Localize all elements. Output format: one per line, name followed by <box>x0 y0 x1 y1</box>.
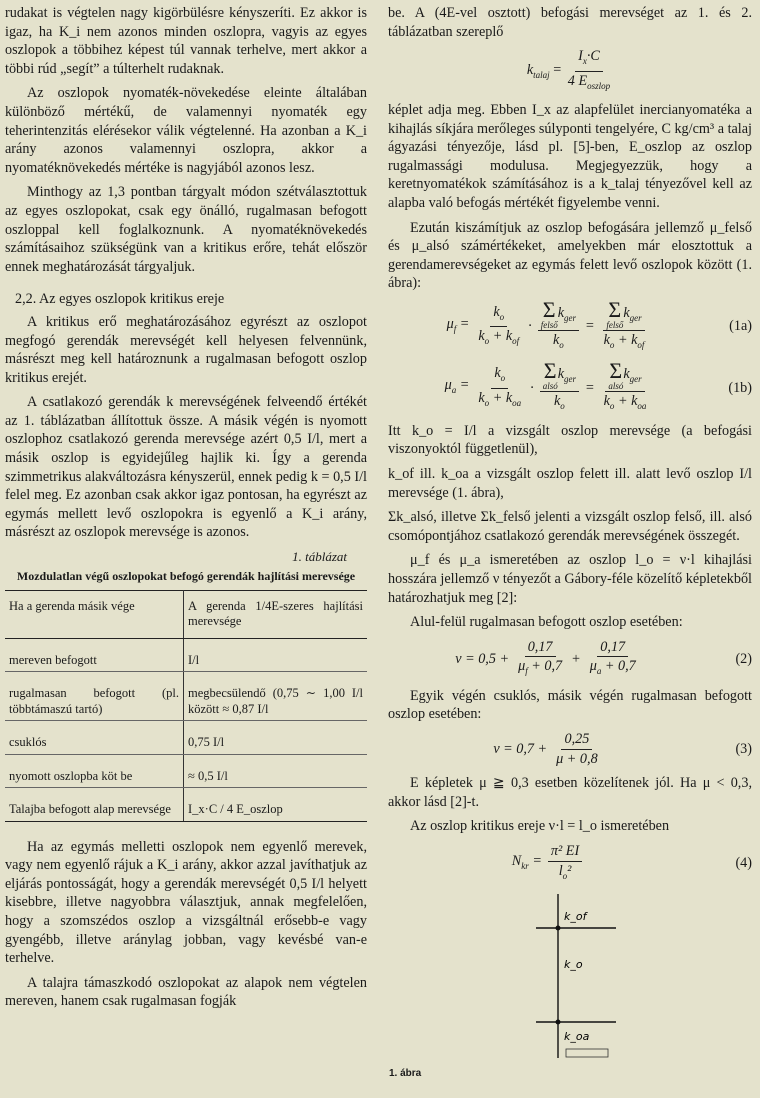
left-column <box>5 4 367 1017</box>
paragraph: Az oszlop kritikus ereje ν·l = l_o ismeretében <box>410 818 670 835</box>
paragraph: Ezután kiszámítjuk az oszlop befogására jellemző μ_felső és μ_alsó számértékeket, amelyekben már elosztottuk a gerendamerevségeket az egymás felett levő oszlopok között (1. ábra): <box>388 219 752 292</box>
table-cell: mereven befogott <box>5 638 184 672</box>
equation-4: $N_{kr}$ = $\frac{\text{π² EI}}{l_o^2}$ (4) <box>511 842 752 881</box>
label-k-o: k_o <box>564 958 583 971</box>
label-k-of: k_of <box>564 910 587 923</box>
equation-2: ν = 0,5 + $\frac{0,17}{\mu_f + 0,7}$ + $\frac{0,17}{\mu_a + 0,7}$ (2) <box>455 638 752 677</box>
formula-k-talaj: $k_{talaj}$ = $\frac{I_x\cdot C}{4 E_{oszlop}}$ <box>526 48 611 91</box>
paragraph: Alul-felül rugalmasan befogott oszlop esetében: <box>410 614 683 631</box>
table-cell: Talajba befogott alap merevsége <box>5 788 184 822</box>
equation-number: (3) <box>735 740 752 757</box>
equation-3: ν = 0,7 + $\frac{0,25}{\mu + 0,8}$ (3) <box>493 730 752 767</box>
paragraph: Egyik végén csuklós, másik végén rugalmasan befogott oszlop esetében: <box>388 687 752 723</box>
paragraph: be. A (4E-vel osztott) befogási merevséget az 1. és 2. táblázatban szereplő <box>388 5 752 40</box>
equation-1b: $\mu_a$ = $\frac{k_o}{k_o + k_{oa}}$ · Σ alsó $k_{ger}$ $k_o$ = Σ alsó $k_{ger}$ $k_o + k_{oa}$ (1b) <box>444 358 752 412</box>
stamp-mark <box>566 1049 608 1057</box>
paragraph: k_of ill. k_oa a vizsgált oszlop felett ill. alatt levő oszlop I/l merevsége (1. ábra), <box>388 466 752 501</box>
paragraph: A csatlakozó gerendák k merevségének felveendő értékét az 1. táblázatban állítottuk össze. A másik végén is nyomott oszlophoz csatlakozó gerenda merevsége azért 0,5 I/l, mert a másik oszlop is egyidejűleg hajlik ki. Így a gerenda szimmetrikus alakváltozásra kényszerül, ennek pedig k = 0,5 I/l felel meg. Ez azonban csak akkor igaz pontosan, ha egyrészt az egymás mellett levő oszlopokra is egyenlő a K_i arány, másrészt az oszlopok merevsége is azonos. <box>5 394 367 541</box>
table-header-cell: Ha a gerenda másik vége <box>5 590 184 638</box>
section-heading: 2,2. Az egyes oszlopok kritikus ereje <box>15 291 225 308</box>
table-cell: I/l <box>184 638 368 672</box>
paragraph: Az oszlopok nyomaték-növekedése eleinte általában különböző mértékű, de valamennyi nyomaték egy teherintenzitás elérésekor válik végtelenné. Ha azonban a K_i arány azonos valamennyi oszlopra, akkor a nyomatéknövekedés mértéke is nagyjából azonos lesz. <box>5 85 367 176</box>
table-cell: megbecsülendő (0,75 ∼ 1,00 I/l között ≈ 0,87 I/l <box>184 672 368 721</box>
equation-number: (2) <box>735 650 752 667</box>
stiffness-table <box>5 590 367 822</box>
paragraph: μ_f és μ_a ismeretében az oszlop l_o = ν·l kihajlási hosszára jellemző ν tényezőt a Gábory-féle közelítő képletekből határozhatjuk meg [2]: <box>388 552 752 606</box>
table-cell: csuklós <box>5 721 184 755</box>
right-column <box>388 4 752 891</box>
column-diagram <box>536 892 656 1062</box>
paragraph: képlet adja meg. Ebben I_x az alapfelület inercianyomatéka a kihajlás síkjára merőleges súlyponti tengelyére, C kg/cm³ a talaj ágyazási tényezője, lásd pl. [5]-ben, E_oszlop az oszlop rugalmassági modulusa. Megjegyezzük, hogy a keretnyomatékok számításához is a k_talaj tényezővel kell az alapba való befogás mértékét figyelembe venni. <box>388 102 752 211</box>
equation-number: (4) <box>735 855 752 872</box>
paragraph: Σk_alsó, illetve Σk_felső jelenti a vizsgált oszlop felső, ill. alsó csomópontjához csatlakozó gerendák merevségének összegét. <box>388 509 752 544</box>
table-cell: 0,75 I/l <box>184 721 368 755</box>
lower-node <box>556 1020 561 1025</box>
equation-number: (1a) <box>729 318 752 335</box>
paragraph: Itt k_o = I/l a vizsgált oszlop merevsége (a befogási viszonyoktól függetlenül), <box>388 422 752 458</box>
upper-node <box>556 926 561 931</box>
paragraph: rudakat is végtelen nagy kigörbülésre kényszeríti. Ez akkor is igaz, ha K_i nem azonos minden oszlopra, vagyis az egyes oszlopok a többihez képest túl vannak terhelve, mert akkor a többi rúd „segít” a túlterhelt rudaknak. <box>5 5 367 77</box>
table-header-cell: A gerenda 1/4E-szeres hajlítási merevsége <box>184 590 368 638</box>
table-caption: 1. táblázat <box>292 549 347 565</box>
paragraph: A talajra támaszkodó oszlopokat az alapok nem végtelen mereven, hanem csak rugalmasan fogják <box>5 974 367 1010</box>
paragraph: Ha az egymás melletti oszlopok nem egyenlő merevek, vagy nem egyenlő rájuk a K_i arány, akkor azzal javíthatjuk az eljárás pontosságát, hogy a gerendák merevségét 0,5 I/l helyett kisebbre, illetve nagyobbra választjuk, annak megfelelően, hogy a szomszédos oszlop a vizsgáltnál erősebb-e vagy gyengébb, illetve aránylag jobban, vagy kevésbé van-e terhelve. <box>5 838 367 967</box>
table-cell: I_x·C / 4 E_oszlop <box>184 788 368 822</box>
table-cell: ≈ 0,5 I/l <box>184 754 368 788</box>
paragraph: Minthogy az 1,3 pontban tárgyalt módon szétválasztottuk az egyes oszlopokat, csak egy önálló, rugalmasan befogott oszloppal kell foglalkoznunk. A nyomatéknövekedés számításaihoz szükségünk van a kritikus erőre, tehát először ennek meghatározását tárgyaljuk. <box>5 184 367 275</box>
table-cell: nyomott oszlopba köt be <box>5 754 184 788</box>
equation-number: (1b) <box>728 379 752 396</box>
equation-1a: $\mu_f$ = $\frac{k_o}{k_o + k_{of}}$ · Σ felső $k_{ger}$ $k_o$ = Σ felső $k_{ger}$ $k_o + k_{of}$ (1a) <box>446 296 752 350</box>
table-title: Mozdulatlan végű oszlopokat befogó gerendák hajlítási merevsége <box>16 568 356 583</box>
label-k-oa: k_oa <box>564 1030 590 1043</box>
table-cell: rugalmasan befogott (pl. többtámaszú tartó) <box>5 672 184 721</box>
paragraph: A kritikus erő meghatározásához egyrészt az oszlopot megfogó gerendák merevségét kell helyesen felvennünk, másrészt meg kell határoznunk a rugalmasan befogott oszlop kritikus erejét. <box>5 313 367 386</box>
figure-caption: 1. ábra <box>389 1068 422 1079</box>
paragraph: E képletek μ ≧ 0,3 esetben közelítenek jól. Ha μ < 0,3, akkor lásd [2]-t. <box>388 775 752 810</box>
